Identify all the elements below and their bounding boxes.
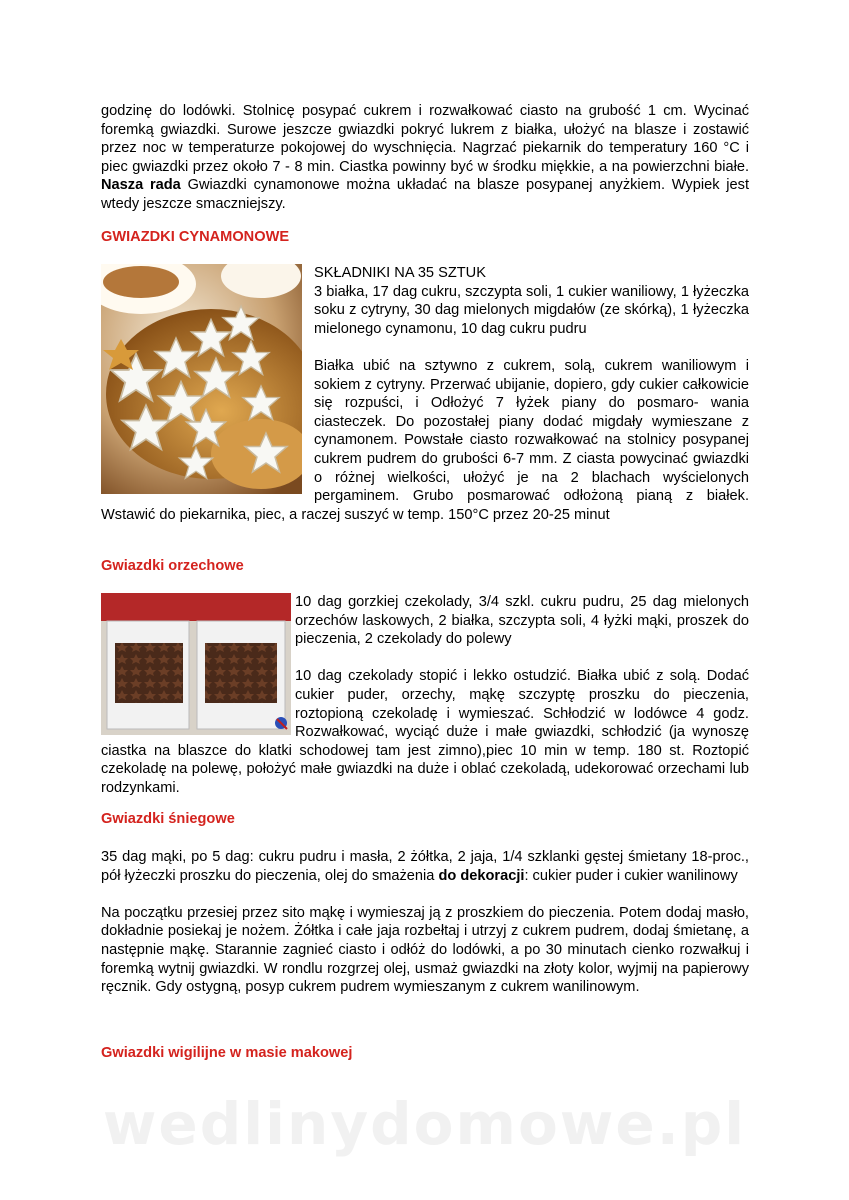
intro-paragraph [101, 102, 749, 214]
intro-section [101, 102, 749, 214]
snow-ingredients-b: : cukier puder i cukier wanilinowy [524, 867, 738, 884]
heading-nut-stars: Gwiazdki orzechowe [101, 558, 244, 574]
snow-decor-label: do dekoracji [438, 867, 525, 884]
nut-recipe [101, 593, 749, 798]
cinnamon-stars-photo [101, 264, 302, 494]
nut-method: 10 dag czekolady stopić i lekko ostudzić. Białka ubić z solą. Dodać cukier puder, orzechy, mąkę szczyptę proszku do pieczenia, roztopioną czekoladę i wymieszać. Schłodzić w lodówce 4 godz. Rozwałkować, wyciąć duże i małe gwiazdki, schłodzić (ja wynoszę ciastka na blaszce do klatki schodowej tam jest zimno),piec 10 min w temp. 180 st. Roztopić czekoladę na polewę, położyć małe gwiazdki na duże i oblać czekoladą, udekorować orzechami lub rodzynkami. [101, 668, 749, 796]
snow-method: Na początku przesiej przez sito mąkę i wymieszaj ją z proszkiem do pieczenia. Potem dodaj masło, dokładnie posiekaj je nożem. Żółtka i całe jaja rozbełtaj i utrzyj z cukrem pudrem, dodaj śmietanę, a następnie mąkę. Starannie zagnieć ciasto i odłóż do lodówki, a po 30 minutach cienko rozwałkuj i foremką wytnij gwiazdki. W rondlu rozgrzej olej, usmaż gwiazdki na złoty kolor, wyjmij na papierowy ręcznik. Gdy ostygną, posyp cukrem pudrem wymieszanym z cukrem wanilinowym. [101, 904, 749, 996]
snow-ingredients-a: 35 dag mąki, po 5 dag: cukru pudru i masła, 2 żółtka, 2 jaja, 1/4 szklanki gęstej śmietany 18-proc., pół łyżeczki proszku do pieczenia, olej do smażenia [101, 849, 749, 884]
intro-text-a: godzinę do lodówki. Stolnicę posypać cukrem i rozwałkować ciasto na grubość 1 cm. Wycinać foremką gwiazdki. Surowe jeszcze gwiazdki pokryć lukrem z białka, ułożyć na blasze i zostawić przez noc w temperaturze pokojowej do wyschnięcia. Nagrzać piekarnik do temperatury 160 °C i piec gwiazdki przez około 7 - 8 min. Ciastka powinny być w środku miękkie, a na powierzchni białe. [101, 103, 749, 175]
snow-ingredients [101, 848, 749, 885]
cinnamon-ingredients: 3 białka, 17 dag cukru, szczypta soli, 1 cukier waniliowy, 1 łyżeczka soku z cytryny, 30 dag mielonych migdałów (ze skórką), 1 łyżeczka mielonego cynamonu, 10 dag cukru pudru [314, 283, 749, 337]
cinnamon-method: Białka ubić na sztywno z cukrem, solą, cukrem waniliowym i sokiem z cytryny. Przerwać ubijanie, dopiero, gdy cukier całkowicie się rozpuści, i Odłożyć 7 łyżek piany do posmaro- wania ciasteczek. Do pozostałej piany dodać migdały wymieszane z cynamonem. Powstałe ciasto rozwałkować na stolnicy posypanej cukrem pudrem do grubości 6-7 mm. Z ciasta powycinać gwiazdki o różnej wielkości, ułożyć je na 2 blachach wyścielonych pergaminem. Grubo posmarować odłożoną pianą z białek. Wstawić do piekarnika, piec, a raczej suszyć w temp. 150°C przez 20-25 minut [101, 357, 749, 523]
snow-recipe [101, 848, 749, 997]
heading-snow-stars: Gwiazdki śniegowe [101, 811, 235, 827]
heading-cinnamon-stars: GWIAZDKI CYNAMONOWE [101, 229, 290, 245]
cinnamon-recipe [101, 264, 749, 524]
cinnamon-servings: SKŁADNIKI NA 35 SZTUK [314, 265, 486, 281]
nut-ingredients: 10 dag gorzkiej czekolady, 3/4 szkl. cukru pudru, 25 dag mielonych orzechów laskowych, 2 białka, szczypta soli, 4 łyżki mąki, proszek do pieczenia, 2 czekolady do polewy [295, 594, 749, 648]
intro-text-b: Gwiazdki cynamonowe można układać na blasze posypanej anyżkiem. Wypiek jest wtedy jeszcze smaczniejszy. [101, 177, 749, 212]
tip-label: Nasza rada [101, 177, 181, 194]
nut-stars-photo [101, 593, 291, 735]
watermark: wedlinydomowe.pl [102, 1090, 747, 1158]
heading-poppy-stars: Gwiazdki wigilijne w masie makowej [101, 1045, 353, 1061]
